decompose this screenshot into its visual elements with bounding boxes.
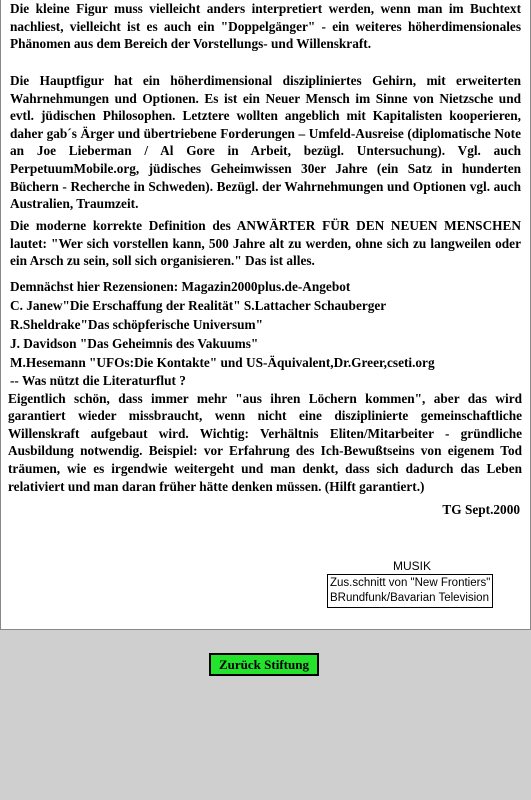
- question-heading: -- Was nützt die Literaturflut ?: [10, 373, 186, 388]
- paragraph-literature: Eigentlich schön, dass immer mehr "aus ihren Löchern kommen", aber das wird garantiert wieder missbraucht, wenn nicht eine disziplinierte gemeinschaftliche Willenskraft aufgebaut wird. Wichtig: Verhältnis Eliten/Mitarbeiter - gründliche Ausbildung notwendig. Beispiel: vor Erfahrung des Ich-Bewußtseins von eigenem Tod träumen, wie es irgendwie weitergeht und man denkt, dass sich dadurch das Leben relativiert und man daran früher hätte denken müssen. (Hilft garantiert.): [8, 390, 522, 494]
- back-button-label: Zurück Stiftung: [211, 655, 317, 674]
- question-section: [8, 372, 522, 495]
- review-line: J. Davidson "Das Geheimnis des Vakuums": [10, 336, 259, 351]
- review-line: M.Hesemann "UFOs:Die Kontakte" und US-Äquivalent,Dr.Greer,cseti.org: [10, 355, 435, 370]
- music-heading: MUSIK: [393, 559, 432, 573]
- paragraph-definition: Die moderne korrekte Definition des ANWÄRTER FÜR DEN NEUEN MENSCHEN lautet: "Wer sich vorstellen kann, 500 Jahre alt zu werden, ohne sich zu langweilen oder ein Arsch zu sein, soll sich organisieren." Das ist alles.: [10, 218, 521, 269]
- reviews-list: [10, 277, 521, 372]
- back-to-stiftung-button[interactable]: [209, 653, 319, 676]
- review-line: Demnächst hier Rezensionen: Magazin2000plus.de-Angebot: [10, 279, 351, 294]
- paragraph-main-figure: Die Hauptfigur hat ein höherdimensional diszipliniertes Gehirn, mit erweiterten Wahrnehmungen und Optionen. Es ist ein Neuer Mensch im Sinne von Nietzsche und evtl. jüdischen Philosophen. Letztere wollten angeblich mit Kapitalisten kooperieren, daher gab´s Ärger und übertriebene Forderungen – Umfeld-Ausreise (diplomatische Note an Joe Lieberman / Al Gore in Arbeit, bezügl. Untersuchung). Vgl. auch PerpetuumMobile.org, jüdisches Geheimwissen 30er Jahre (ein Satz in hunderten Büchern - Recherche in Schweden). Bezügl. der Wahrnehmungen und Optionen vgl. auch Australien, Traumzeit.: [10, 73, 521, 212]
- music-credit-line: Zus.schnitt von "New Frontiers": [330, 577, 491, 589]
- paragraph-intro: Die kleine Figur muss vielleicht anders interpretiert werden, wenn man im Buchtext nachliest, vielleicht ist es auch ein "Doppelgänger" - ein weiteres höherdimensionales Phänomen aus dem Bereich der Vorstellungs- und Willenskraft.: [10, 1, 521, 52]
- music-credit-line: BRundfunk/Bavarian Television: [330, 592, 489, 604]
- review-line: R.Sheldrake"Das schöpferische Universum": [10, 317, 263, 332]
- review-line: C. Janew"Die Erschaffung der Realität" S.Lattacher Schauberger: [10, 298, 387, 313]
- music-credit-box: [327, 574, 493, 608]
- signature: TG Sept.2000: [442, 502, 520, 517]
